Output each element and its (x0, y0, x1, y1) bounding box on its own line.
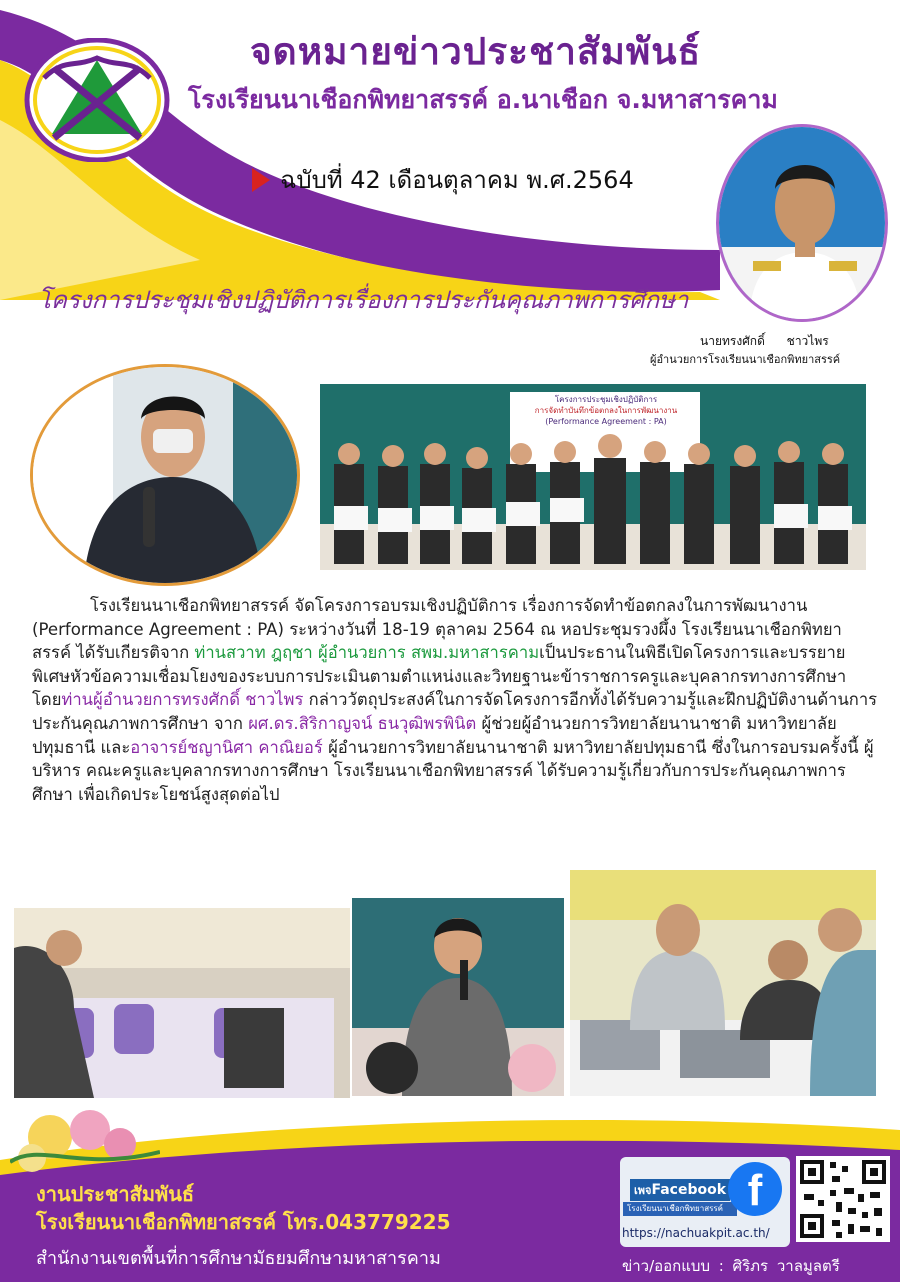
facebook-icon[interactable]: f (728, 1162, 782, 1216)
website-link[interactable]: https://nachuakpit.ac.th/ (622, 1226, 770, 1240)
article-part-5: ผู้อำนวยการวิทยาลัยนานาชาติ มหาวิทยาลัยปทุมธานี ซึ่งในการอบรมครั้งนี้ ผู้บริหาร คณะครูและบุคลากรทางการศึกษา โรงเรียนนาเชือกพิทยาสรรค์ ได้รับความรู้เกี่ยวกับการประกันคุณภาพการศึกษา เพื่อเกิดประโยชน์สูงสุดต่อไป (32, 737, 874, 804)
article-body (32, 594, 880, 806)
workshop-photo-3 (570, 870, 876, 1096)
article-part-4: ผู้ช่วยผู้อำนวยการวิทยาลัยนานาชาติ มหาวิทยาลัยปทุมธานี และ (32, 713, 837, 757)
article-highlight-1: ท่านสวาท ฎฤชา ผู้อำนวยการ สพม.มหาสารคาม (194, 643, 540, 663)
group-banner-text (514, 394, 698, 427)
article-highlight-3: ผศ.ดร.สิริกาญจน์ ธนวุฒิพรพินิต (248, 713, 477, 733)
qr-code-icon[interactable] (796, 1156, 890, 1242)
facebook-page-label (630, 1179, 730, 1201)
banner-line-2: การจัดทำบันทึกข้อตกลงในการพัฒนางาน (534, 406, 678, 415)
issue-line (252, 160, 634, 199)
speaker-photo (30, 364, 300, 586)
newsletter-title: จดหมายข่าวประชาสัมพันธ์ (250, 30, 702, 73)
pr-school-phone: โรงเรียนนาเชือกพิทยาสรรค์ โทร.043779225 (36, 1210, 451, 1234)
article-part-2: เป็นประธานในพิธีเปิดโครงการและบรรยายพิเศษหัวข้อความเชื่อมโยงของระบบการประเมินตามตำแหน่งและวิทยฐานะข้าราชการครูและบุคลากรทางการศึกษา โดย (32, 643, 847, 710)
director-photo (716, 124, 888, 322)
article-part-3: กล่าววัตถุประสงค์ในการจัดโครงการอีกทั้งได้รับความรู้และฝึกปฏิบัติงานด้านการประกันคุณภาพการศึกษา จาก (32, 690, 878, 733)
facebook-group-name[interactable]: โรงเรียนนาเชือกพิทยาสรรค์ (623, 1202, 737, 1216)
banner-line-3: (Performance Agreement : PA) (545, 417, 667, 426)
education-office: สำนักงานเขตพื้นที่การศึกษามัธยมศึกษามหาสารคาม (36, 1248, 441, 1269)
article-highlight-4: อาจารย์ชญานิศา คาณิยอร์ (130, 737, 323, 757)
director-title: ผู้อำนวยการโรงเรียนนาเชือกพิทยาสรรค์ (650, 353, 841, 366)
pr-department: งานประชาสัมพันธ์ (36, 1182, 195, 1206)
article-part-1: โรงเรียนนาเชือกพิทยาสรรค์ จัดโครงการอบรมเชิงปฏิบัติการ เรื่องการจัดทำข้อตกลงในการพัฒนางาน (Performance Agreement : PA) ระหว่างวันที่ 18-19 ตุลาคม 2564 ณ หอประชุมรวงผึ้ง โรงเรียนนาเชือกพิทยาสรรค์ ได้รับเกียรติจาก (32, 596, 842, 663)
project-title: โครงการประชุมเชิงปฏิบัติการเรื่องการประกันคุณภาพการศึกษา (38, 286, 689, 314)
issue-text: ฉบับที่ 42 เดือนตุลาคม พ.ศ.2564 (280, 166, 634, 194)
article-highlight-2: ท่านผู้อำนวยการทรงศักดิ์ ชาวไพร (61, 690, 304, 710)
school-subtitle: โรงเรียนนาเชือกพิทยาสรรค์ อ.นาเชือก จ.มหาสารคาม (188, 85, 778, 114)
credit-line: ข่าว/ออกแบบ : ศิริภร วาลมูลตรี (622, 1257, 840, 1275)
fb-word: Facebook (651, 1182, 727, 1198)
group-photo (320, 384, 866, 570)
fb-prefix: เพจ (634, 1184, 652, 1197)
banner-line-1: โครงการประชุมเชิงปฏิบัติการ (554, 395, 658, 404)
workshop-photo-1 (14, 908, 350, 1098)
director-name: นายทรงศักดิ์ ชาวไพร (700, 334, 829, 348)
red-triangle-icon (252, 168, 270, 192)
flower-decoration (10, 1092, 160, 1178)
workshop-photo-2 (352, 898, 564, 1096)
school-logo (24, 38, 170, 162)
